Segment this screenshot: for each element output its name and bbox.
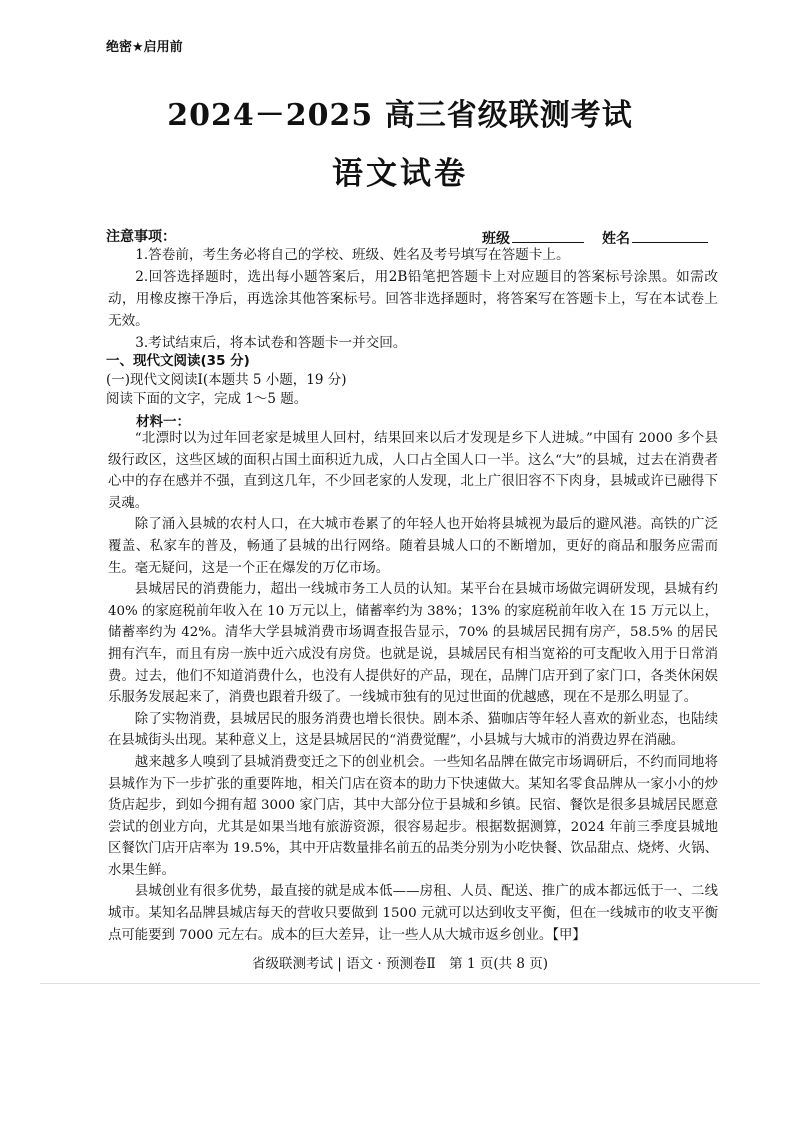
- passage-paragraph: “北漂时以为过年回老家是城里人回村，结果回来以后才发现是乡下人进城。”中国有 2000 多个县级行政区，这些区域的面积占国土面积近九成，人口占全国人口一半。这么“大”的县城，过去在消费者心中的存在感并不强，直到这几年，不少回老家的人发现，北上广很旧容不下肉身，县城或许已融得下灵魂。: [108, 431, 718, 511]
- passage-paragraph: 县城创业有很多优势，最直接的就是成本低——房租、人员、配送、推广的成本都远低于一、二线城市。某知名品牌县城店每天的营收只要做到 1500 元就可以达到收支平衡，但在一线城市的收支平衡点可能要到 7000 元左右。成本的巨大差异，让一些人从大城市返乡创业。【甲】: [108, 884, 718, 943]
- section-heading: 一、现代文阅读(35 分): [106, 353, 250, 369]
- confidential-mark: 绝密★启用前: [106, 40, 183, 55]
- material-title: 材料一：: [136, 414, 190, 430]
- section-subheading: (一)现代文阅读Ⅰ(本题共 5 小题，19 分): [106, 372, 347, 388]
- name-label: 姓名: [602, 231, 630, 247]
- note-item: 1.答卷前，考生务必将自己的学校、班级、姓名及考号填写在答题卡上。: [135, 247, 570, 263]
- passage-paragraph: 越来越多人嗅到了县城消费变迁之下的创业机会。一些知名品牌在做完市场调研后，不约而同地将县城作为下一步扩张的重要阵地，相关门店在资本的助力下快速做大。某知名零食品牌从一家小小的炒货店起步，到如今拥有超 3000 家门店，其中大部分位于县城和乡镇。民宿、餐饮是很多县城居民愿意尝试的创业方向，尤其是如果当地有旅游资源，很容易起步。根据数据测算，2024 年前三季度县城地区餐饮门店开店率为 19.5%，其中开店数量排名前五的品类分别为小吃快餐、饮品甜点、烧烤、火锅、水果生鲜。: [108, 754, 718, 878]
- footer-divider: [40, 983, 760, 984]
- section-instruction: 阅读下面的文字，完成 1～5 题。: [106, 391, 308, 407]
- passage-paragraph: 除了涌入县城的农村人口，在大城市卷累了的年轻人也开始将县城视为最后的避风港。高铁的广泛覆盖、私家车的普及，畅通了县城的出行网络。随着县城人口的不断增加，更好的商品和服务应需而生。毫无疑问，这是一个正在爆发的万亿市场。: [108, 517, 718, 576]
- reading-passage: [108, 428, 718, 946]
- notes-list: [108, 244, 718, 354]
- notes-heading: 注意事项：: [106, 229, 176, 245]
- passage-paragraph: 除了实物消费，县城居民的服务消费也增长很快。剧本杀、猫咖店等年轻人喜欢的新业态，也陆续在县城街头出现。某种意义上，这是县城居民的“消费觉醒”，小县城与大城市的消费边界在消融。: [108, 711, 718, 749]
- exam-title: 2024－2025 高三省级联测考试: [167, 98, 633, 133]
- note-item: 2.回答选择题时，选出每小题答案后，用2B铅笔把答题卡上对应题目的答案标号涂黑。如需改动，用橡皮擦干净后，再选涂其他答案标号。回答非选择题时，将答案写在答题卡上，写在本试卷上无效。: [108, 269, 718, 329]
- exam-subtitle: 语文试卷: [332, 156, 468, 192]
- name-blank: [632, 228, 708, 243]
- note-item: 3.考试结束后，将本试卷和答题卡一并交回。: [135, 335, 407, 351]
- class-blank: [512, 228, 584, 243]
- class-label: 班级: [482, 231, 510, 247]
- passage-paragraph: 县城居民的消费能力，超出一线城市务工人员的认知。某平台在县城市场做完调研发现，县城有约 40% 的家庭税前年收入在 10 万元以上，储蓄率约为 38%；13% 的家庭税前年收入在 15 万元以上，储蓄率约为 42%。清华大学县城消费市场调查报告显示，70% 的县城居民拥有房产，58.5% 的居民拥有汽车，而且有房一族中近六成没有房贷。也就是说，县城居民有相当宽裕的可支配收入用于日常消费。过去，他们不知道消费什么，也没有人提供好的产品，现在，品牌门店开到了家门口，各类休闲娱乐服务发展起来了，消费也跟着升级了。一线城市独有的见过世面的优越感，现在不是那么明显了。: [108, 582, 718, 706]
- page-footer: 省级联测考试 | 语文 · 预测卷Ⅱ 第 1 页(共 8 页): [251, 956, 549, 972]
